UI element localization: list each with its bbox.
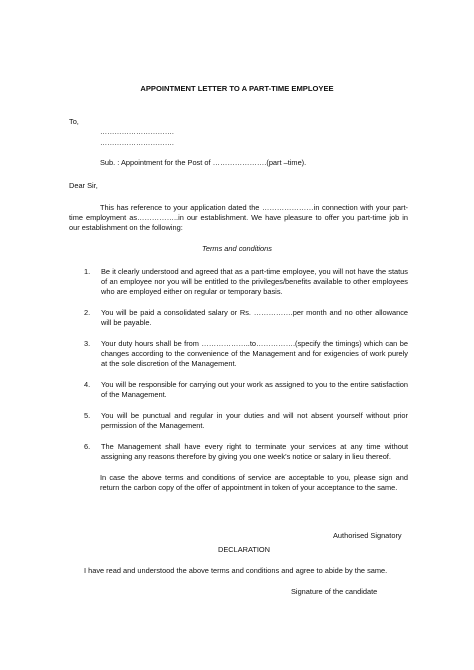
closing-paragraph: In case the above terms and conditions of service are acceptable to you, please sign and return the carbon copy of the offer of appointment in token of your acceptance to the same. <box>100 473 408 492</box>
subject-line: Sub. : Appointment for the Post of ………………….(part –time). <box>100 158 307 167</box>
term-text: You will be paid a consolidated salary or Rs. …………….per month and no other allowance will be payable. <box>101 308 408 327</box>
term-number: 5. <box>84 411 91 420</box>
term-text: The Management shall have every right to terminate your services at any time without assigning any reasons therefore by giving you one week’s notice or salary in lieu thereof. <box>101 442 408 461</box>
terms-heading: Terms and conditions <box>202 244 272 253</box>
term-number: 4. <box>84 380 91 389</box>
intro-paragraph <box>69 203 408 233</box>
address-line-1: …………………………. <box>100 127 174 136</box>
term-text: Be it clearly understood and agreed that as a part-time employee, you will not have the status of an employee nor you will be entitled to the privileges/benefits available to other employees who are employed either on regular or temporary basis. <box>101 267 408 296</box>
candidate-signature: Signature of the candidate <box>291 587 378 596</box>
address-line-2: …………………………. <box>100 138 174 147</box>
term-number: 6. <box>84 442 91 451</box>
term-text: You will be punctual and regular in your duties and will not absent yourself without prior permission of the Management. <box>101 411 408 430</box>
term-number: 2. <box>84 308 91 317</box>
salutation: Dear Sir, <box>69 181 98 190</box>
term-number: 1. <box>84 267 91 276</box>
to-label: To, <box>69 117 79 126</box>
term-number: 3. <box>84 339 91 348</box>
letter-title: APPOINTMENT LETTER TO A PART-TIME EMPLOYEE <box>140 84 334 93</box>
authorised-signatory: Authorised Signatory <box>333 531 402 540</box>
declaration-heading: DECLARATION <box>217 545 270 554</box>
term-text: You will be responsible for carrying out your work as assigned to you to the entire satisfaction of the Management. <box>101 380 408 399</box>
term-text: Your duty hours shall be from ………………..to…………….(specify the timings) which can be changes according to the convenience of the Management and for exigencies of work purely at the sole discretion of the Management. <box>101 339 408 368</box>
declaration-text: I have read and understood the above terms and conditions and agree to abide by the same. <box>84 566 388 575</box>
intro-paragraph-text: This has reference to your application dated the …………………in connection with your part-time employment as……………..in our establishment. We have pleasure to offer you part-time job in our establishment on the following: <box>69 203 408 232</box>
